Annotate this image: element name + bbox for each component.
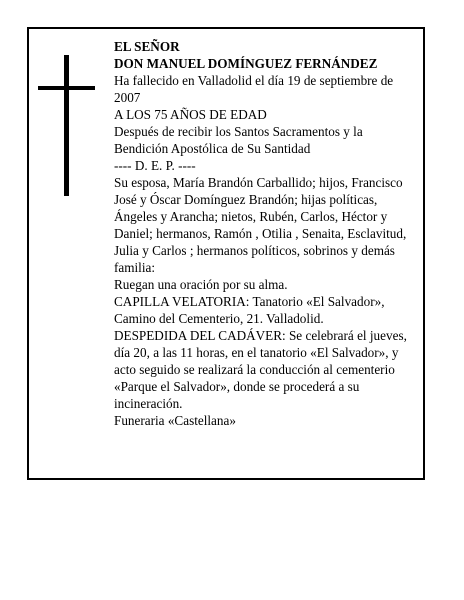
cross-horizontal-bar <box>38 86 95 90</box>
death-announcement: Ha fallecido en Valladolid el día 19 de septiembre de 2007 <box>114 73 394 105</box>
age-line: A LOS 75 AÑOS DE EDAD <box>114 107 267 122</box>
rip-line: ---- D. E. P. ---- <box>114 158 196 173</box>
family-list: Su esposa, María Brandón Carballido; hijos, Francisco José y Óscar Domínguez Brandón; hijas políticas, Ángeles y Arancha; nietos, Rubén, Carlos, Héctor y Daniel; hermanos, Ramón , Otilia , Senaita, Esclavitud, Julia y Carlos ; hermanos políticos, sobrinos y demás familia: <box>114 175 407 275</box>
farewell-info: DESPEDIDA DEL CADÁVER: Se celebrará el jueves, día 20, a las 11 horas, en el tanatorio «El Salvador», y acto seguido se realizará la conducción al cementerio «Parque el Salvador», donde se procederá a su incineración. <box>114 328 407 411</box>
cross-vertical-bar <box>64 55 69 196</box>
obituary-text <box>114 38 420 429</box>
chapel-info: CAPILLA VELATORIA: Tanatorio «El Salvador», Camino del Cementerio, 21. Valladolid. <box>114 294 385 326</box>
prayer-request: Ruegan una oración por su alma. <box>114 277 288 292</box>
funeral-home: Funeraria «Castellana» <box>114 413 236 428</box>
sacraments-line: Después de recibir los Santos Sacramentos y la Bendición Apostólica de Su Santidad <box>114 124 363 156</box>
deceased-name: DON MANUEL DOMÍNGUEZ FERNÁNDEZ <box>114 56 378 71</box>
title-line-1: EL SEÑOR <box>114 39 180 54</box>
